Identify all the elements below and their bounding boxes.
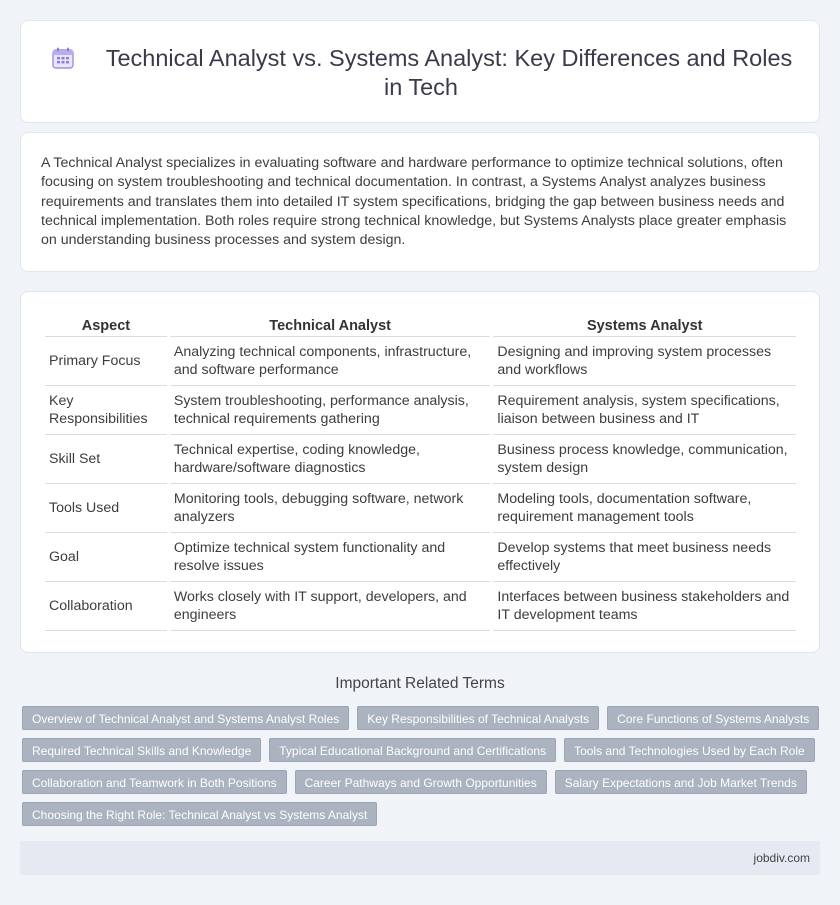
cell-aspect: Skill Set — [45, 435, 167, 484]
cell-aspect: Primary Focus — [45, 337, 167, 386]
related-term-tag[interactable]: Core Functions of Systems Analysts — [607, 706, 819, 730]
table-row — [45, 582, 796, 631]
cell-technical: System troubleshooting, performance analysis, technical requirements gathering — [170, 386, 491, 435]
related-term-tag[interactable]: Required Technical Skills and Knowledge — [22, 738, 261, 762]
page-title-line2: in Tech — [383, 74, 459, 100]
cell-systems: Develop systems that meet business needs effectively — [493, 533, 796, 582]
related-terms-heading: Important Related Terms — [335, 675, 505, 692]
page-title — [21, 44, 821, 102]
title-card — [20, 20, 820, 123]
table-row — [45, 435, 796, 484]
header-technical-analyst: Technical Analyst — [170, 315, 491, 337]
related-term-tag[interactable]: Typical Educational Background and Certifications — [269, 738, 556, 762]
related-term-tag[interactable]: Choosing the Right Role: Technical Analyst vs Systems Analyst — [22, 802, 377, 826]
cell-aspect: Tools Used — [45, 484, 167, 533]
related-term-tag[interactable]: Overview of Technical Analyst and Systems Analyst Roles — [22, 706, 349, 730]
cell-technical: Technical expertise, coding knowledge, hardware/software diagnostics — [170, 435, 491, 484]
cell-aspect: Key Responsibilities — [45, 386, 167, 435]
related-term-tag[interactable]: Salary Expectations and Job Market Trends — [555, 770, 807, 794]
tag-row — [22, 706, 822, 730]
header-aspect: Aspect — [45, 315, 167, 337]
header-systems-analyst: Systems Analyst — [493, 315, 796, 337]
table-row — [45, 533, 796, 582]
intro-paragraph: A Technical Analyst specializes in evaluating software and hardware performance to optimize technical solutions, often focusing on system troubleshooting and technical documentation. In contrast, a Systems Analyst analyzes business requirements and translates them into detailed IT system specifications, bridging the gap between business needs and technical implementation. Both roles require strong technical knowledge, but Systems Analysts place greater emphasis on understanding business processes and system design. — [41, 155, 787, 249]
cell-systems: Interfaces between business stakeholders and IT development teams — [493, 582, 796, 631]
cell-aspect: Collaboration — [45, 582, 167, 631]
cell-technical: Monitoring tools, debugging software, network analyzers — [170, 484, 491, 533]
table-row — [45, 484, 796, 533]
table-row — [45, 337, 796, 386]
cell-technical: Optimize technical system functionality and resolve issues — [170, 533, 491, 582]
footer — [20, 841, 820, 875]
cell-systems: Designing and improving system processes and workflows — [493, 337, 796, 386]
table-row — [45, 386, 796, 435]
comparison-table — [42, 315, 799, 631]
tag-row — [22, 802, 822, 826]
related-term-tag[interactable]: Tools and Technologies Used by Each Role — [564, 738, 815, 762]
cell-technical: Analyzing technical components, infrastructure, and software performance — [170, 337, 491, 386]
related-term-tag[interactable]: Key Responsibilities of Technical Analysts — [357, 706, 599, 730]
cell-systems: Business process knowledge, communication, system design — [493, 435, 796, 484]
page-title-line1: Technical Analyst vs. Systems Analyst: Key Differences and Roles — [105, 45, 793, 71]
tag-row — [22, 770, 822, 794]
related-term-tag[interactable]: Career Pathways and Growth Opportunities — [295, 770, 547, 794]
related-term-tag[interactable]: Collaboration and Teamwork in Both Positions — [22, 770, 287, 794]
cell-systems: Requirement analysis, system specifications, liaison between business and IT — [493, 386, 796, 435]
cell-aspect: Goal — [45, 533, 167, 582]
tag-row — [22, 738, 822, 762]
comparison-table-card — [20, 291, 820, 653]
related-terms-tags — [22, 706, 822, 834]
intro-card — [20, 132, 820, 272]
cell-systems: Modeling tools, documentation software, requirement management tools — [493, 484, 796, 533]
footer-site-link[interactable]: jobdiv.com — [753, 851, 810, 865]
table-header-row — [45, 315, 796, 337]
cell-technical: Works closely with IT support, developers, and engineers — [170, 582, 491, 631]
